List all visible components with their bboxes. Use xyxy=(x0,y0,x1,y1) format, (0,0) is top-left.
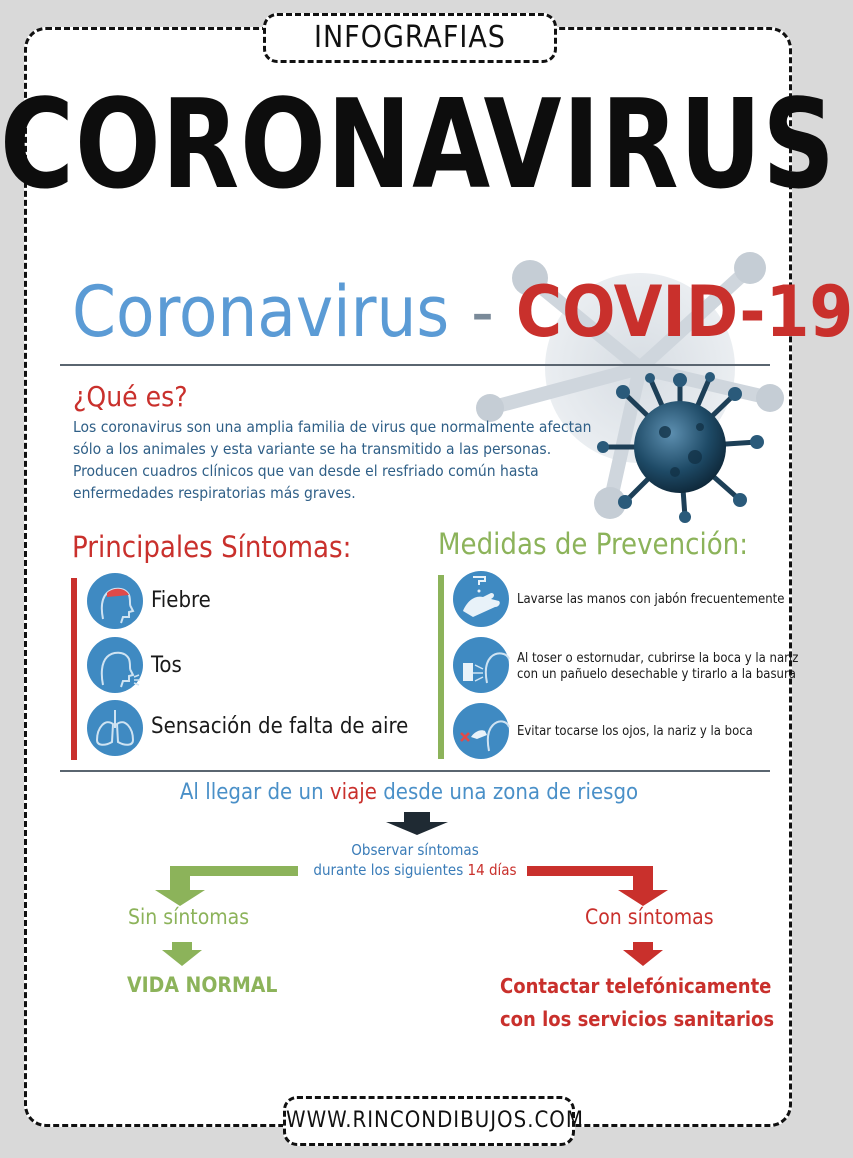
with-symptoms-label: Con síntomas xyxy=(585,905,714,929)
prevention-heading: Medidas de Prevención: xyxy=(438,527,749,561)
footer-url[interactable]: WWW.RINCONDIBUJOS.COM xyxy=(283,1096,575,1146)
contact-line: Contactar telefónicamente xyxy=(500,974,772,998)
description-line: Los coronavirus son una amplia familia de virus que normalmente afectan xyxy=(73,418,592,436)
observe-instruction xyxy=(300,840,530,880)
right-branch-arrow-icon xyxy=(527,866,668,906)
title-covid19: COVID-19 xyxy=(515,271,853,353)
symptoms-heading: Principales Síntomas: xyxy=(72,530,352,564)
travel-heading-start: Al llegar de un xyxy=(179,780,330,805)
description-line: sólo a los animales y esta variante se ha transmitido a las personas. xyxy=(73,440,552,458)
symptom-label: Tos xyxy=(151,653,182,678)
observe-days: 14 días xyxy=(467,861,517,879)
title-coronavirus: Coronavirus xyxy=(72,271,450,353)
symptom-label: Sensación de falta de aire xyxy=(151,714,409,739)
prevention-line: con un pañuelo desechable y tirarlo a la basura xyxy=(517,667,796,682)
prevention-line: Evitar tocarse los ojos, la nariz y la boca xyxy=(517,724,753,739)
contact-line: con los servicios sanitarios xyxy=(500,1007,775,1031)
left-branch-arrow-icon xyxy=(155,866,298,906)
observe-line xyxy=(300,860,530,880)
what-is-heading: ¿Qué es? xyxy=(73,380,188,413)
green-down-arrow-icon xyxy=(162,942,202,966)
prevention-line: Al toser o estornudar, cubrirse la boca y la nariz xyxy=(517,651,799,666)
contact-health-services-label xyxy=(500,970,775,1036)
travel-heading-highlight: viaje xyxy=(329,780,377,805)
observe-line: Observar síntomas xyxy=(351,841,479,859)
observe-duration-text: durante los siguientes xyxy=(313,861,468,879)
description-line: Producen cuadros clínicos que van desde el resfriado común hasta xyxy=(73,462,539,480)
symptom-label: Fiebre xyxy=(151,588,211,613)
prevention-line: Lavarse las manos con jabón frecuentemente xyxy=(517,592,785,607)
title-dash: - xyxy=(471,271,494,353)
travel-heading-end: desde una zona de riesgo xyxy=(376,780,639,805)
no-symptoms-label: Sin síntomas xyxy=(128,905,250,929)
description-line: enfermedades respiratorias más graves. xyxy=(73,484,356,502)
red-down-arrow-icon xyxy=(623,942,663,966)
down-arrow-dark-icon xyxy=(386,812,448,835)
header-label: INFOGRAFIAS xyxy=(263,13,557,63)
page-title: CORONAVIRUS xyxy=(0,73,836,217)
normal-life-label: VIDA NORMAL xyxy=(127,973,278,997)
